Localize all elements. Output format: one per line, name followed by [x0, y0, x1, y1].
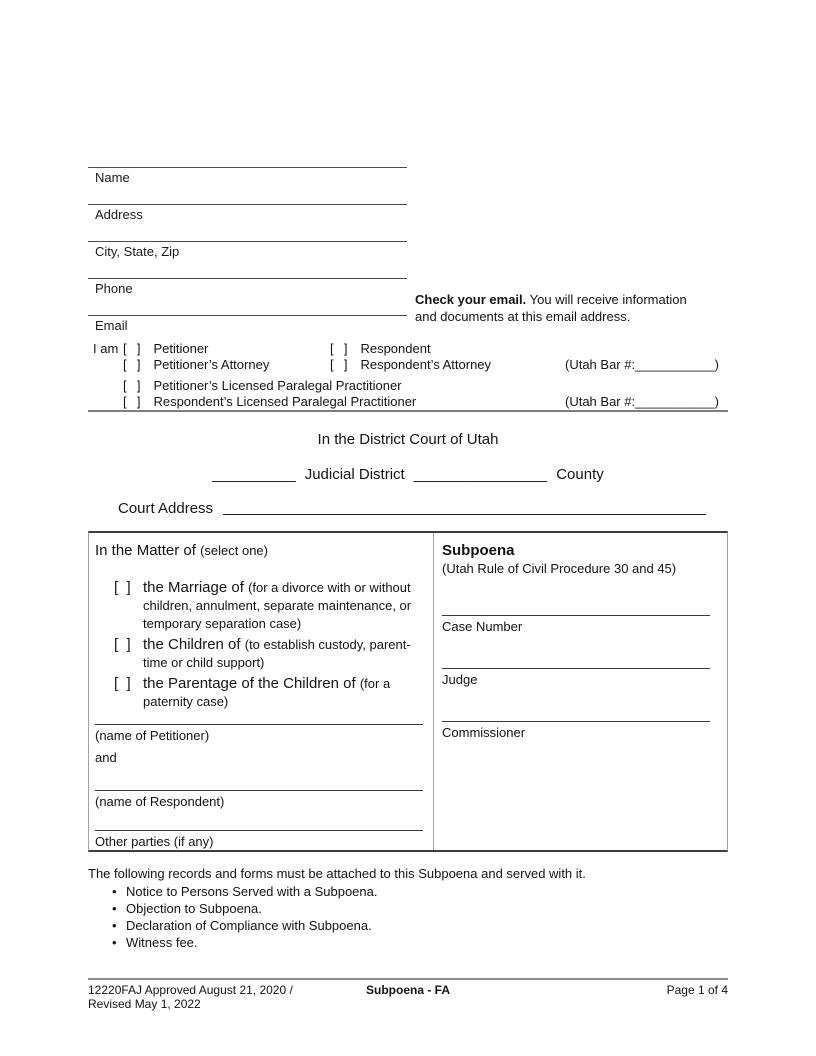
case-caption-table [88, 531, 728, 852]
utah-bar-blank-attorney[interactable]: (Utah Bar #:___________) [565, 357, 719, 372]
email-note-bold: Check your email. [415, 292, 527, 307]
petitioner-attorney-checkbox-icon[interactable]: [ ] [123, 357, 142, 372]
parentage-option-main: the Parentage of the Children of [143, 675, 356, 692]
checkbox-marriage[interactable] [114, 579, 423, 633]
matter-cell [89, 533, 434, 850]
matter-heading-main: In the Matter of [95, 542, 196, 559]
matter-options [114, 579, 423, 711]
attachment-item-3: Declaration of Compliance with Subpoena. [126, 918, 372, 933]
address-field [88, 204, 407, 241]
other-parties-label: Other parties (if any) [95, 834, 214, 849]
checkbox-respondent-lpp[interactable] [123, 394, 565, 410]
city-state-zip-field [88, 241, 407, 278]
list-item [88, 883, 728, 900]
attachment-item-2: Objection to Subpoena. [126, 901, 262, 916]
marriage-checkbox-icon[interactable]: [ ] [114, 579, 131, 596]
parentage-option-text [143, 675, 423, 711]
case-number-label: Case Number [442, 619, 523, 634]
attachment-item-4: Witness fee. [126, 935, 198, 950]
attachments-intro: The following records and forms must be attached to this Subpoena and served with it. [88, 866, 586, 881]
city-state-zip-field-label: City, State, Zip [95, 244, 180, 259]
commissioner-field [442, 720, 715, 740]
judicial-district-label: Judicial District [304, 466, 405, 483]
marriage-option-note: (for a divorce with or without children, annulment, separate maintenance, or temporary separation case) [143, 580, 412, 631]
checkbox-respondent-attorney[interactable] [330, 357, 565, 373]
list-item [88, 917, 728, 934]
checkbox-petitioner[interactable] [123, 341, 330, 357]
respondent-lpp-label: Respondent’s Licensed Paralegal Practitioner [153, 394, 417, 409]
footer-form-id-line2: Revised May 1, 2022 [88, 997, 201, 1011]
bullet-icon: • [112, 901, 117, 916]
email-field-label: Email [95, 318, 128, 333]
parentage-checkbox-icon[interactable]: [ ] [114, 675, 131, 692]
i-am-label: I am [93, 341, 119, 356]
and-label: and [95, 750, 117, 765]
phone-field-label: Phone [95, 281, 133, 296]
court-address-label: Court Address [118, 500, 214, 517]
marriage-option-main: the Marriage of [143, 579, 244, 596]
petitioner-attorney-label: Petitioner’s Attorney [153, 357, 270, 372]
matter-heading-note: (select one) [200, 543, 268, 558]
judicial-district-blank[interactable]: __________ [212, 466, 296, 483]
judicial-district-row [88, 466, 728, 483]
checkbox-children[interactable] [114, 636, 423, 672]
children-option-main: the Children of [143, 636, 241, 653]
footer-form-title: Subpoena - FA [366, 983, 450, 997]
list-item [88, 934, 728, 951]
bullet-icon: • [112, 935, 117, 950]
subpoena-title: Subpoena [442, 542, 515, 559]
judge-label: Judge [442, 672, 478, 687]
respondent-name-label: (name of Respondent) [95, 794, 225, 809]
county-blank[interactable]: ________________ [413, 466, 548, 483]
i-am-row-4 [93, 394, 729, 410]
respondent-lpp-checkbox-icon[interactable]: [ ] [123, 394, 142, 409]
petitioner-name-label: (name of Petitioner) [95, 728, 210, 743]
name-field-label: Name [95, 170, 130, 185]
bullet-icon: • [112, 884, 117, 899]
children-option-note: (to establish custody, parent-time or child support) [143, 637, 411, 670]
footer-divider [88, 978, 728, 980]
court-address-row [118, 500, 706, 517]
contact-block [88, 167, 407, 352]
email-note-text: You will receive information and documents at this email address. [415, 292, 687, 325]
i-am-row-3 [93, 378, 729, 394]
children-option-text [143, 636, 423, 672]
respondent-checkbox-icon[interactable]: [ ] [330, 341, 349, 356]
checkbox-respondent[interactable] [330, 341, 431, 357]
respondent-attorney-label: Respondent’s Attorney [360, 357, 492, 372]
court-address-line[interactable] [223, 500, 706, 515]
checkbox-parentage[interactable] [114, 675, 423, 711]
commissioner-label: Commissioner [442, 725, 526, 740]
county-label: County [556, 466, 604, 483]
footer [88, 983, 728, 1011]
section-divider [88, 410, 728, 412]
parentage-option-note: (for a paternity case) [143, 676, 391, 709]
utah-bar-blank-lpp[interactable]: (Utah Bar #:___________) [565, 394, 719, 409]
petitioner-label: Petitioner [153, 341, 209, 356]
judge-field [442, 667, 715, 687]
footer-form-id-line1: 12220FAJ Approved August 21, 2020 / [88, 983, 293, 997]
checkbox-petitioner-lpp[interactable] [123, 378, 402, 394]
phone-field [88, 278, 407, 315]
address-field-label: Address [95, 207, 143, 222]
children-checkbox-icon[interactable]: [ ] [114, 636, 131, 653]
petitioner-checkbox-icon[interactable]: [ ] [123, 341, 142, 356]
respondent-attorney-checkbox-icon[interactable]: [ ] [330, 357, 349, 372]
i-am-row-2 [93, 357, 729, 373]
footer-page-number: Page 1 of 4 [666, 983, 728, 997]
checkbox-petitioner-attorney[interactable] [123, 357, 330, 373]
subpoena-subtitle: (Utah Rule of Civil Procedure 30 and 45) [442, 561, 677, 576]
email-note [415, 291, 711, 325]
i-am-row-1 [93, 341, 729, 357]
footer-form-id [88, 983, 323, 1011]
bullet-icon: • [112, 918, 117, 933]
name-field [88, 167, 407, 204]
petitioner-lpp-label: Petitioner’s Licensed Paralegal Practitioner [153, 378, 402, 393]
subpoena-cell [434, 533, 727, 850]
attachments-list [88, 883, 728, 951]
marriage-option-text [143, 579, 423, 633]
case-number-field [442, 614, 715, 634]
matter-heading [95, 542, 423, 559]
respondent-label: Respondent [360, 341, 431, 356]
attachments-section [88, 865, 728, 951]
i-am-section [93, 341, 729, 410]
petitioner-lpp-checkbox-icon[interactable]: [ ] [123, 378, 142, 393]
list-item [88, 900, 728, 917]
court-title: In the District Court of Utah [317, 431, 499, 448]
attachment-item-1: Notice to Persons Served with a Subpoena. [126, 884, 378, 899]
